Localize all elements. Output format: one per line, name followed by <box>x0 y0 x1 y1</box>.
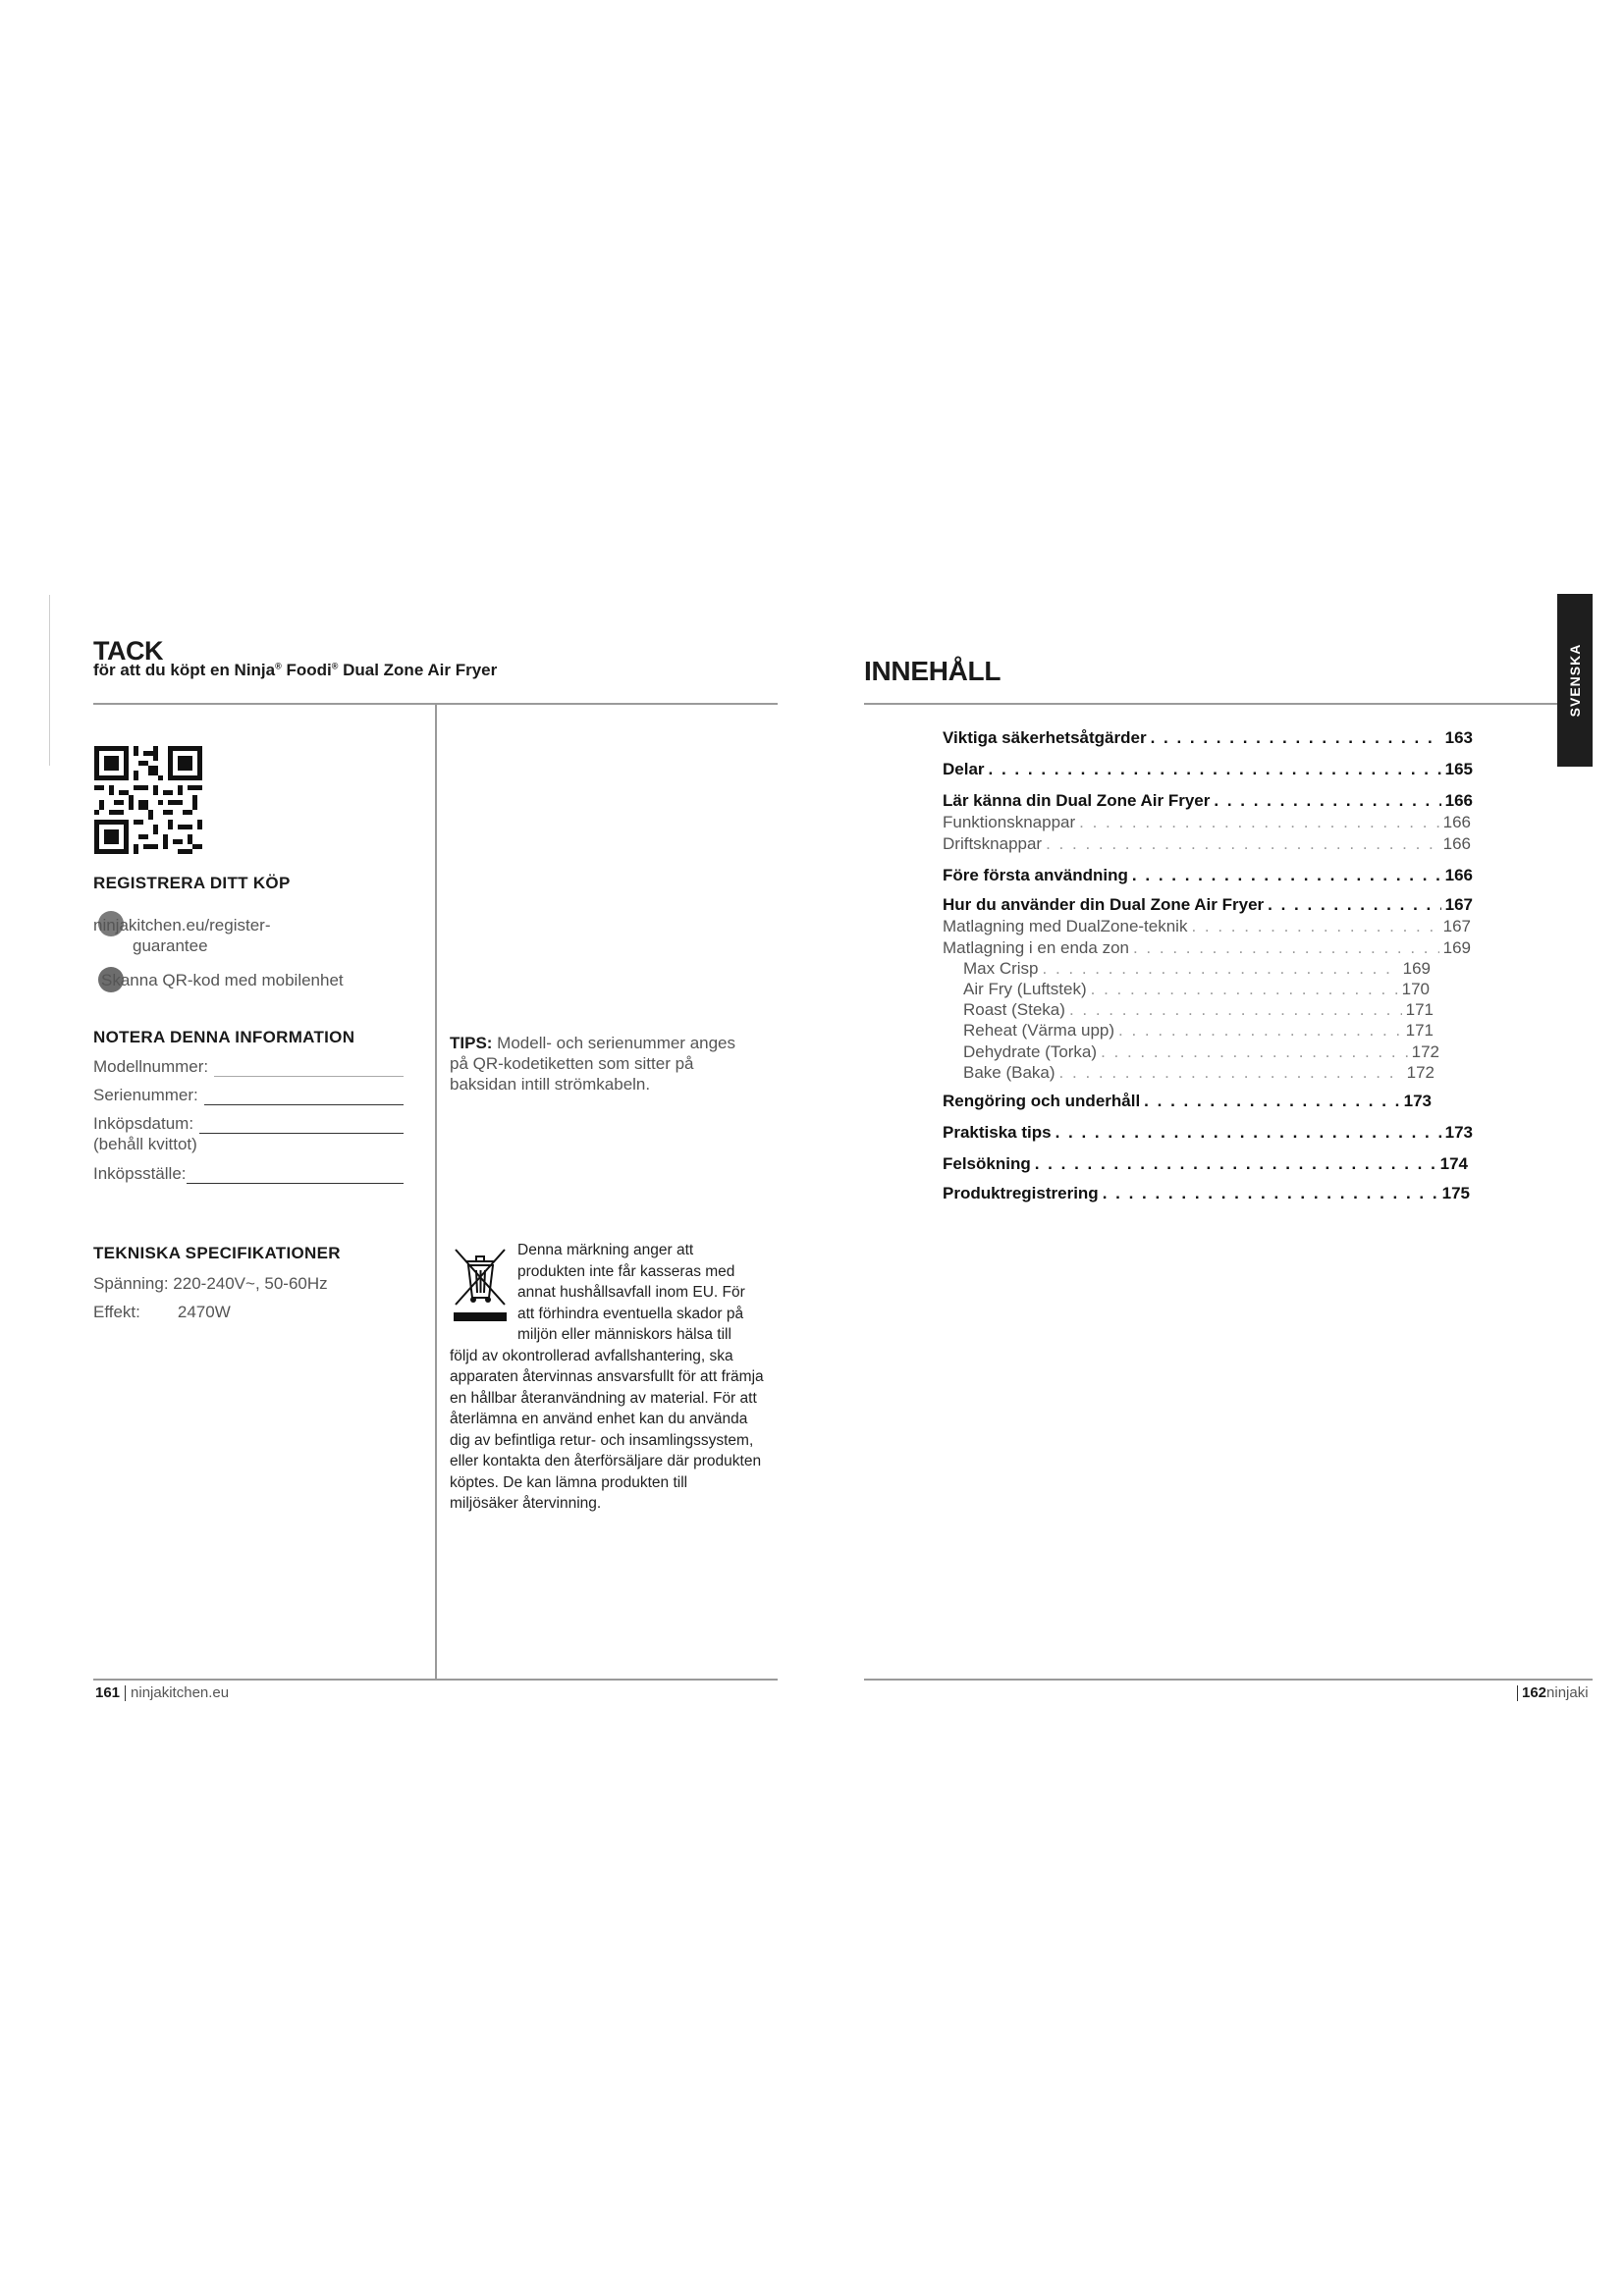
weee-text: Denna märkning anger att produkten inte får kasseras med annat hushållsavfall inom EU. För att förhindra eventuella skador på miljön eller människors hälsa till följd av okontrollerad avfallshantering, ska apparaten återvinnas ansvarsfullt för att främja en hållbar återanvändning av material. För att återlämna en använd enhet kan du använda dig av befintliga retur- och insamlingssystem, eller kontakta den återförsäljare där produkten köptes. De kan lämna produkten till miljösäker återvinning. <box>450 1242 764 1512</box>
toc-entry-page: 166 <box>1444 866 1473 884</box>
page-title: TACK <box>93 636 163 666</box>
toc-entry-page: 172 <box>1406 1063 1435 1082</box>
toc-entry[interactable] <box>943 728 1473 748</box>
toc-entry-page: 165 <box>1444 760 1473 778</box>
toc-entry-page: 173 <box>1403 1092 1432 1110</box>
footer-url-right[interactable]: ninjaki <box>1546 1684 1589 1701</box>
toc-leader-dots <box>1056 1123 1441 1143</box>
column-divider <box>435 703 437 1681</box>
toc-leader-dots <box>1059 1063 1403 1083</box>
serial-number-field[interactable]: Serienummer: <box>93 1086 404 1105</box>
toc-entry-page: 174 <box>1439 1154 1468 1173</box>
toc-entry-label: Hur du använder din Dual Zone Air Fryer <box>943 895 1265 914</box>
model-number-field[interactable]: Modellnummer: <box>93 1057 404 1077</box>
toc-entry-page: 171 <box>1405 1000 1434 1019</box>
footer-url[interactable]: ninjakitchen.eu <box>131 1684 230 1701</box>
toc-leader-dots <box>1091 980 1398 999</box>
toc-entry[interactable] <box>943 866 1473 885</box>
tech-spec-heading: TEKNISKA SPECIFIKATIONER <box>93 1244 341 1262</box>
power-spec: Effekt: 2470W <box>93 1303 231 1321</box>
toc-entry[interactable] <box>943 1154 1468 1174</box>
toc-leader-dots <box>1268 895 1440 915</box>
toc-entry-label: Viktiga säkerhetsåtgärder <box>943 728 1147 747</box>
note-heading: NOTERA DENNA INFORMATION <box>93 1028 355 1046</box>
toc-entry-page: 169 <box>1442 938 1471 957</box>
page-number: 161 <box>95 1684 121 1701</box>
toc-leader-dots <box>1069 1000 1402 1020</box>
scan-qr-text: Skanna QR-kod med mobilenhet <box>101 971 344 989</box>
page-subtitle: för att du köpt en Ninja® Foodi® Dual Zone Air Fryer <box>93 661 498 679</box>
toc-entry-page: 166 <box>1442 813 1471 831</box>
toc-leader-dots <box>1151 728 1441 748</box>
toc-entry[interactable] <box>963 1021 1434 1041</box>
toc-entry[interactable] <box>943 1184 1470 1203</box>
toc-entry[interactable] <box>943 834 1471 854</box>
register-heading: REGISTRERA DITT KÖP <box>93 874 291 892</box>
toc-entry-page: 163 <box>1444 728 1473 747</box>
voltage-spec: Spänning: 220-240V~, 50-60Hz <box>93 1274 328 1293</box>
toc-leader-dots <box>1046 834 1439 854</box>
toc-entry[interactable] <box>943 760 1473 779</box>
toc-entry-page: 166 <box>1444 791 1473 810</box>
toc-leader-dots <box>1079 813 1438 832</box>
toc-entry-label: Driftsknappar <box>943 834 1043 853</box>
language-tab-label: SVENSKA <box>1567 643 1583 718</box>
toc-leader-dots <box>1191 917 1438 936</box>
toc-entry-page: 167 <box>1442 917 1471 935</box>
toc-entry-page: 170 <box>1401 980 1430 998</box>
toc-entry[interactable] <box>943 791 1473 811</box>
toc-entry-label: Max Crisp <box>963 959 1039 978</box>
contents-title: INNEHÅLL <box>864 656 1001 686</box>
toc-entry-label: Dehydrate (Torka) <box>963 1042 1098 1061</box>
toc-entry[interactable] <box>943 938 1471 958</box>
page-number-right: 162 <box>1522 1684 1547 1701</box>
toc-entry[interactable] <box>963 959 1431 979</box>
toc-entry[interactable] <box>963 1042 1439 1062</box>
toc-entry[interactable] <box>963 980 1430 999</box>
toc-entry-page: 167 <box>1444 895 1473 914</box>
toc-leader-dots <box>1035 1154 1436 1174</box>
qr-code[interactable] <box>94 746 202 854</box>
register-url[interactable]: ninjakitchen.eu/register- guarantee <box>93 916 271 955</box>
toc-leader-dots <box>989 760 1441 779</box>
toc-entry-label: Matlagning med DualZone-teknik <box>943 917 1188 935</box>
toc-entry-page: 173 <box>1444 1123 1473 1142</box>
toc-entry-page: 175 <box>1441 1184 1470 1202</box>
toc-entry-label: Före första användning <box>943 866 1128 884</box>
toc-leader-dots <box>1103 1184 1438 1203</box>
toc-entry-label: Matlagning i en enda zon <box>943 938 1129 957</box>
toc-entry[interactable] <box>943 1123 1473 1143</box>
toc-entry-page: 172 <box>1411 1042 1439 1061</box>
toc-entry-label: Reheat (Värma upp) <box>963 1021 1115 1040</box>
left-page-margin-mark <box>49 595 50 766</box>
toc-leader-dots <box>1133 938 1439 958</box>
toc-entry[interactable] <box>963 1063 1435 1083</box>
footer-right <box>1517 1684 1589 1701</box>
footer-left <box>95 1684 229 1701</box>
toc-entry-label: Bake (Baka) <box>963 1063 1056 1082</box>
toc-leader-dots <box>1043 959 1399 979</box>
toc-leader-dots <box>1214 791 1440 811</box>
toc-entry[interactable] <box>943 813 1471 832</box>
toc-entry[interactable] <box>963 1000 1434 1020</box>
toc-entry-label: Funktionsknappar <box>943 813 1076 831</box>
purchase-date-field[interactable]: Inköpsdatum: <box>93 1114 404 1134</box>
footer-divider-left <box>93 1679 778 1681</box>
toc-entry[interactable] <box>943 895 1473 915</box>
tips-note: TIPS: Modell- och serienummer anges på QR-kodetiketten som sitter på baksidan intill strömkabeln. <box>450 1034 736 1094</box>
toc-entry[interactable] <box>943 1092 1432 1111</box>
purchase-place-field[interactable]: Inköpsställe: <box>93 1164 404 1184</box>
contents-divider <box>864 703 1593 705</box>
toc-entry-label: Lär känna din Dual Zone Air Fryer <box>943 791 1211 810</box>
toc-leader-dots <box>1118 1021 1402 1041</box>
toc-entry-label: Felsökning <box>943 1154 1031 1173</box>
toc-leader-dots <box>1132 866 1441 885</box>
toc-entry-page: 169 <box>1402 959 1431 978</box>
toc-leader-dots <box>1101 1042 1408 1062</box>
footer-divider-right <box>864 1679 1593 1681</box>
toc-entry-label: Rengöring och underhåll <box>943 1092 1141 1110</box>
receipt-note: (behåll kvittot) <box>93 1135 197 1153</box>
toc-leader-dots <box>1144 1092 1399 1111</box>
toc-entry-label: Air Fry (Luftstek) <box>963 980 1087 998</box>
toc-entry[interactable] <box>943 917 1471 936</box>
toc-entry-label: Delar <box>943 760 985 778</box>
toc-entry-page: 171 <box>1405 1021 1434 1040</box>
toc-entry-label: Praktiska tips <box>943 1123 1052 1142</box>
toc-entry-label: Roast (Steka) <box>963 1000 1065 1019</box>
toc-entry-page: 166 <box>1442 834 1471 853</box>
toc-entry-label: Produktregistrering <box>943 1184 1099 1202</box>
